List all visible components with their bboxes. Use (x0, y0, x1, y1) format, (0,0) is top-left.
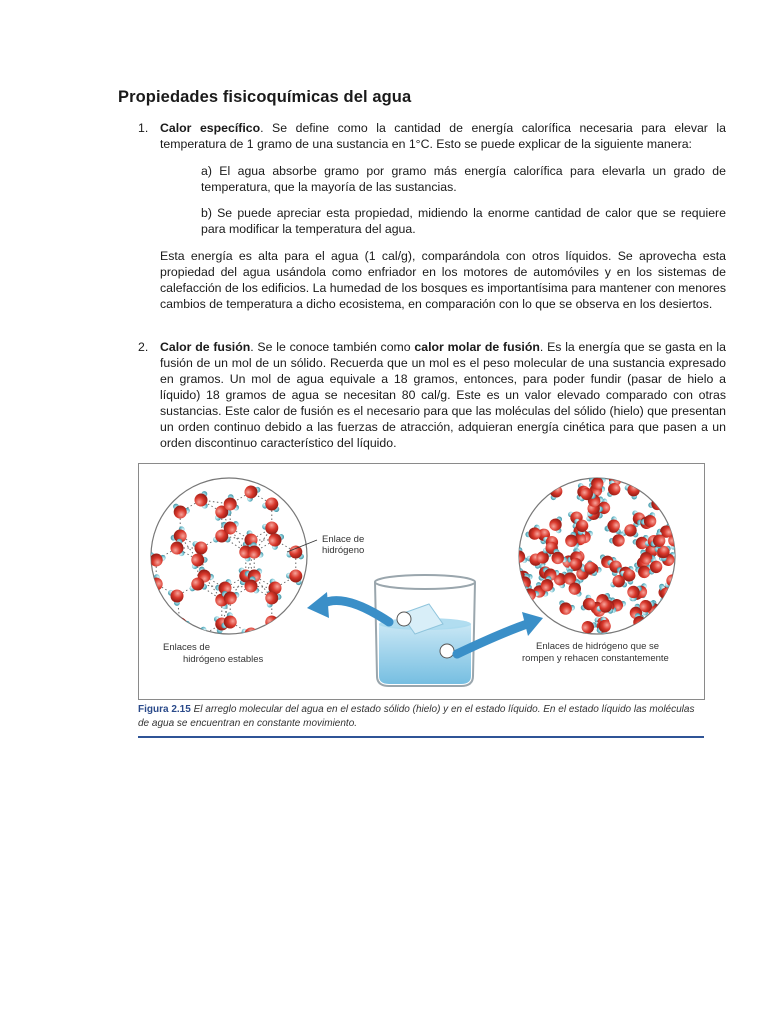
item-bold-term: calor molar de fusión (414, 340, 540, 354)
liquid-water-circle (509, 471, 685, 637)
sub-item-b: b) Se puede apreciar esta propiedad, midiendo la enorme cantidad de calor que se requiere para modificar la temperatura del agua. (201, 206, 726, 236)
item-body-continued: . Es la energía que se gasta en la fusión de un mol de un sólido. Recuerda que un mol es el peso molecular de una sustancia expresado en gramos. Un mol de agua equivale a 18 gramos, entonces, para poder fundir (pasar de hielo a líquido) 18 gramos de agua se necesitan 80 cal/g. Este es un valor elevado comparado con otras sustancias. Este calor de fusión es el necesario para que las moléculas del sólido (hielo) que presentan un orden continuo debido a las fuerzas de atracción, adquieran energía cinética para que pasen a un orden discontinuo característico del líquido. (160, 340, 726, 450)
caption-label: Figura 2.15 (138, 704, 191, 715)
label-enlace-1: Enlace de (322, 534, 365, 545)
item-number: 2. (138, 340, 149, 354)
beaker-icon (375, 575, 475, 686)
figure-water-molecules (138, 463, 705, 700)
label-rompen-2: rompen y rehacen constantemente (522, 653, 669, 664)
item-text (160, 339, 726, 451)
item-text (160, 120, 726, 152)
caption-text: El arreglo molecular del agua en el estado sólido (hielo) y en el estado líquido. En el estado líquido las moléculas de agua se encuentran en constante movimiento. (138, 704, 695, 729)
list-item-calor-especifico (138, 120, 726, 152)
label-estables-1: Enlaces de (163, 642, 211, 653)
label-rompen-1: Enlaces de hidrógeno que se (536, 641, 660, 652)
paragraph-energia: Esta energía es alta para el agua (1 cal/g), comparándola con otros líquidos. Se aprovecha esta propiedad del agua usándola como enfriador en los motores de automóviles y en los sistemas de calefacción de los edificios. La humedad de los bosques es importantísima para mantener con menores cambios de temperatura a dicho ecosistema, en comparación con lo que se observa en los desiertos. (160, 249, 726, 311)
item-heading: Calor de fusión (160, 340, 251, 354)
sub-item-a: a) El agua absorbe gramo por gramo más energía calorífica para elevarla un grado de temperatura, que la mayoría de las sustancias. (201, 164, 726, 194)
figure-illustration (139, 464, 704, 699)
item-heading: Calor específico (160, 121, 261, 135)
ice-lattice-circle (146, 478, 307, 646)
label-enlace-2: hidrógeno (322, 545, 365, 556)
item-body: . Se define como la cantidad de energía calorífica necesaria para elevar la temperatura de 1 gramo de una sustancia en 1°C. Esto se puede explicar de la siguiente manera: (160, 121, 726, 151)
caption-divider (138, 736, 704, 738)
document-title: Propiedades fisicoquímicas del agua (118, 88, 412, 106)
item-body: . Se le conoce también como (250, 340, 415, 354)
label-estables-2: hidrógeno estables (183, 654, 264, 665)
item-number: 1. (138, 121, 149, 135)
list-item-calor-de-fusion (138, 339, 726, 451)
figure-caption (138, 703, 704, 731)
arrow-to-ice-icon (307, 592, 389, 622)
